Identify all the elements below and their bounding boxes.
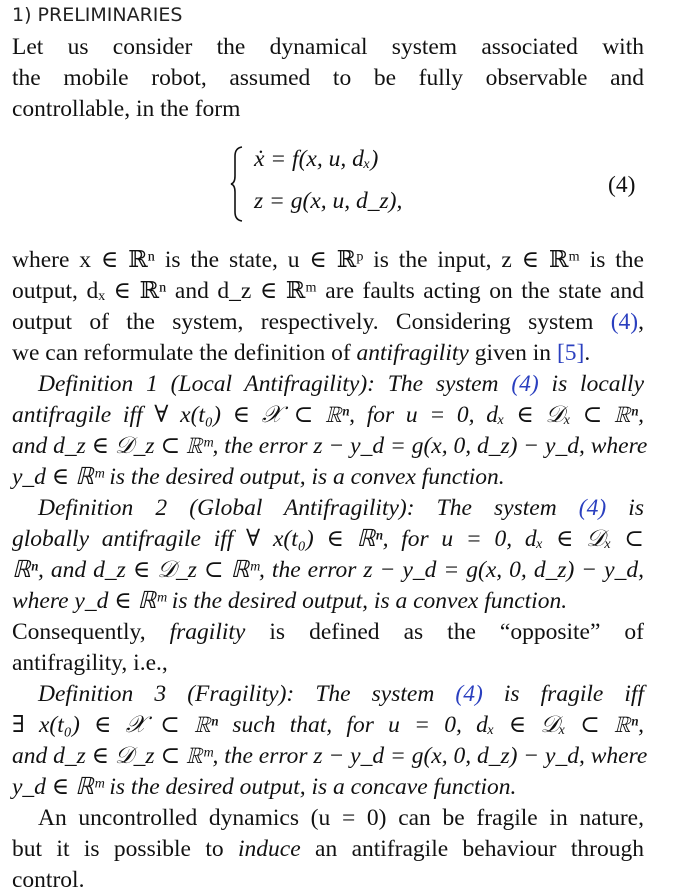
def3-line4: y_d ∈ ℝᵐ is the desired output, is a concave function. (12, 774, 517, 800)
para2-line4-text: we can reformulate the definition of (12, 340, 357, 366)
def2-line4: where y_d ∈ ℝᵐ is the desired output, is a convex function. (12, 588, 568, 614)
para4-line3: control. (12, 867, 85, 893)
equation-line1: ẋ = f(x, u, dₓ) (254, 146, 379, 172)
equation-number: (4) (608, 172, 636, 198)
para3-text: Consequently, (12, 619, 170, 645)
def2-title-end: is (606, 495, 644, 521)
def1-title-end: is locally (538, 371, 644, 397)
def1-line1 (38, 369, 644, 399)
para2-line3-end: , (638, 309, 644, 335)
citation-link[interactable]: [5] (556, 340, 585, 366)
def1-line4: y_d ∈ ℝᵐ is the desired output, is a convex function. (12, 464, 505, 490)
fragility-term: fragility (169, 619, 246, 645)
para2-line4-mid: given in (468, 340, 557, 366)
left-brace-icon (230, 146, 244, 222)
para4-text: but it is possible to (12, 836, 238, 862)
para1-line3: controllable, in the form (12, 96, 241, 122)
section-heading: 1) PRELIMINARIES (12, 4, 183, 26)
para4-text-end: an antifragile behaviour through (300, 836, 644, 862)
def3-equation-ref-link[interactable]: (4) (455, 681, 483, 707)
def3-line1 (38, 679, 644, 709)
induce-term: induce (238, 836, 301, 862)
def2-title: Definition 2 (Global Antifragility): The system (38, 495, 579, 521)
para3-line1 (12, 617, 644, 647)
antifragility-term: antifragility (356, 340, 469, 366)
def2-line1 (38, 493, 644, 523)
def2-equation-ref-link[interactable]: (4) (578, 495, 607, 521)
para2-line3 (12, 307, 644, 337)
def3-title-end: is fragile iff (482, 681, 644, 707)
para2-line4-end: . (584, 340, 591, 366)
para4-line2 (12, 834, 644, 864)
equation-ref-link[interactable]: (4) (610, 309, 639, 335)
def3-title: Definition 3 (Fragility): The system (38, 681, 456, 707)
para3-text-end: is defined as the “opposite” of (245, 619, 645, 645)
def1-equation-ref-link[interactable]: (4) (511, 371, 539, 397)
para2-line3-text: output of the system, respectively. Considering system (12, 309, 611, 335)
def3-line3: and d_z ∈ 𝒟_z ⊂ ℝᵐ, the error z − y_d = g(x, 0, d_z) − y_d, where (12, 743, 648, 769)
def1-line2: antifragile iff ∀ x(t₀) ∈ 𝒳 ⊂ ℝⁿ, for u = 0, dₓ ∈ 𝒟ₓ ⊂ ℝⁿ, (12, 402, 644, 428)
equation-line2: z = g(x, u, d_z), (254, 188, 403, 214)
def2-line3: ℝⁿ, and d_z ∈ 𝒟_z ⊂ ℝᵐ, the error z − y_d = g(x, 0, d_z) − y_d, (12, 557, 644, 583)
para1-line1: Let us consider the dynamical system associated with (12, 34, 644, 60)
para4-line1: An uncontrolled dynamics (u = 0) can be fragile in nature, (38, 805, 644, 831)
para2-line1: where x ∈ ℝⁿ is the state, u ∈ ℝᵖ is the input, z ∈ ℝᵐ is the (12, 247, 644, 273)
def2-line2: globally antifragile iff ∀ x(t₀) ∈ ℝⁿ, for u = 0, dₓ ∈ 𝒟ₓ ⊂ (12, 526, 644, 552)
para2-line2: output, dₓ ∈ ℝⁿ and d_z ∈ ℝᵐ are faults acting on the state and (12, 278, 644, 304)
def1-title: Definition 1 (Local Antifragility): The system (38, 371, 512, 397)
def3-line2: ∃ x(t₀) ∈ 𝒳 ⊂ ℝⁿ such that, for u = 0, dₓ ∈ 𝒟ₓ ⊂ ℝⁿ, (12, 712, 644, 738)
para2-line4 (12, 338, 644, 368)
para1-line2: the mobile robot, assumed to be fully observable and (12, 65, 644, 91)
def1-line3: and d_z ∈ 𝒟_z ⊂ ℝᵐ, the error z − y_d = g(x, 0, d_z) − y_d, where (12, 433, 648, 459)
para3-line2: antifragility, i.e., (12, 650, 168, 676)
